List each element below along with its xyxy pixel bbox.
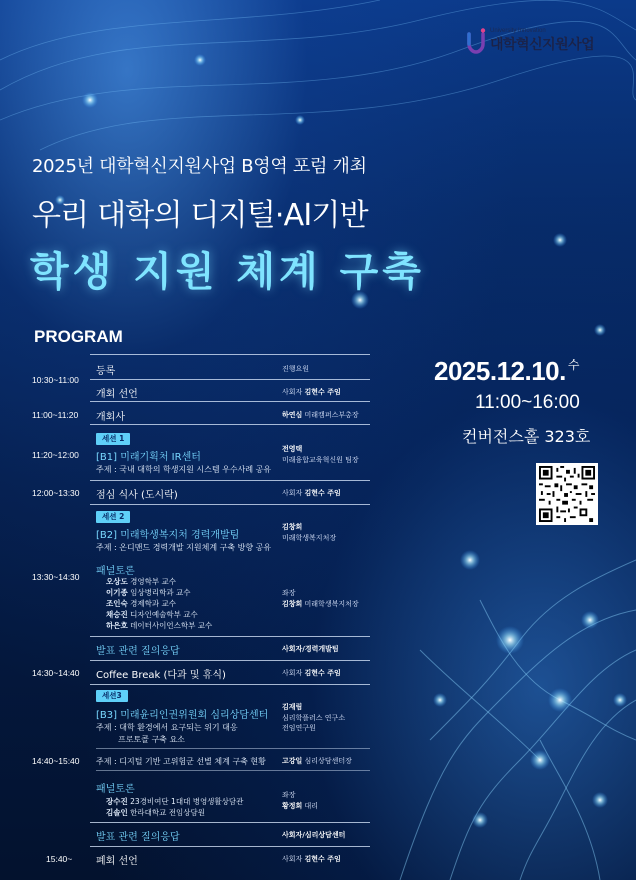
panelist xyxy=(106,587,190,598)
role-presenter-title: 미래융합교육혁신원 팀장 xyxy=(282,456,359,464)
role-name: 김창희 xyxy=(282,523,303,531)
panelist-name: 김솔인 xyxy=(106,808,128,817)
role-qa xyxy=(282,644,339,654)
row-divider xyxy=(96,770,370,771)
role-presenter xyxy=(282,522,302,532)
panel-title: 패널토론 xyxy=(96,784,135,795)
item-welcome: 개회사 xyxy=(96,412,125,423)
row-divider xyxy=(90,846,370,847)
row-divider xyxy=(90,480,370,481)
role-moderator xyxy=(282,801,318,811)
panelist-dept: 디자인예술학부 교수 xyxy=(130,610,198,619)
panelist-dept: 데이터사이언스학부 교수 xyxy=(130,621,213,630)
item-coffee-break: Coffee Break (다과 및 휴식) xyxy=(96,670,226,681)
row-divider xyxy=(96,748,370,749)
role-name: 김창희 xyxy=(282,600,303,608)
panelist-dept: 23경비여단 1대대 병영생활상담관 xyxy=(130,797,244,806)
role-presenter-2 xyxy=(282,756,352,766)
panelist xyxy=(106,807,205,818)
time-slot: 13:30~14:30 xyxy=(32,572,80,582)
role-name: 황정희 xyxy=(282,802,303,810)
row-divider xyxy=(90,822,370,823)
panelist-dept: 경영학부 교수 xyxy=(130,577,176,586)
panelist-name: 오상도 xyxy=(106,577,128,586)
role-prefix: 사회자 xyxy=(282,388,303,396)
session-3-topic-2: 주제 : 디지털 기반 고위험군 선별 체계 구축 현황 xyxy=(96,757,266,766)
session-2-title: [B2] 미래학생복지처 경력개발팀 xyxy=(96,530,240,541)
row-divider xyxy=(90,401,370,402)
time-slot: 14:40~15:40 xyxy=(32,756,80,766)
event-date xyxy=(434,356,579,387)
row-divider xyxy=(90,424,370,425)
event-time: 11:00~16:00 xyxy=(475,392,580,413)
role-name: 사회자/경력개발팀 xyxy=(282,645,339,653)
session-3-topic-1b: 프로토콜 구축 요소 xyxy=(118,735,185,744)
logo-u-icon xyxy=(466,28,486,54)
qa-title: 발표 관련 질의응답 xyxy=(96,832,180,843)
role-speaker xyxy=(282,410,359,420)
event-venue: 컨버전스홀 323호 xyxy=(462,427,591,446)
role-name: 김현수 주임 xyxy=(304,669,341,677)
time-slot: 14:30~14:40 xyxy=(32,668,80,678)
qr-code-icon[interactable] xyxy=(536,463,598,525)
session-2-topic: 주제 : 온디맨드 경력개발 지원체계 구축 방향 공유 xyxy=(96,543,272,552)
time-slot: 10:30~11:00 xyxy=(32,375,79,385)
item-registration: 등록 xyxy=(96,366,116,377)
title-line-1: 우리 대학의 디지털·AI기반 xyxy=(32,198,368,233)
session-3-title: [B3] 미래윤리인권위원회 심리상담센터 xyxy=(96,710,269,721)
session-1-topic: 주제 : 국내 대학의 학생지원 시스템 우수사례 공유 xyxy=(96,465,272,474)
session-1-badge: 세션 1 xyxy=(96,433,130,445)
row-divider xyxy=(90,504,370,505)
event-kicker: 2025년 대학혁신지원사업 B영역 포럼 개최 xyxy=(32,156,367,177)
program-heading: PROGRAM xyxy=(34,327,123,346)
role-presenter-title: 심리학플러스 연구소 xyxy=(282,714,346,722)
role-mc xyxy=(282,668,341,678)
event-day-of-week: 수 xyxy=(567,358,579,372)
row-divider xyxy=(90,684,370,685)
role-presenter xyxy=(282,702,302,712)
time-slot: 11:00~11:20 xyxy=(32,410,79,420)
qa-title: 발표 관련 질의응답 xyxy=(96,646,180,657)
role-name: 김현수 주임 xyxy=(304,855,341,863)
logo xyxy=(466,28,594,54)
panelist xyxy=(106,796,243,807)
title-line-2: 학생 지원 체계 구축 xyxy=(30,249,425,295)
role-prefix: 사회자 xyxy=(282,489,303,497)
role-title: 미래학생복지처장 xyxy=(304,600,359,608)
role-mc xyxy=(282,387,341,397)
panelist xyxy=(106,576,176,587)
role-moderator xyxy=(282,599,359,609)
role-presenter-title-2: 전임연구원 xyxy=(282,724,316,732)
role-title: 심리상담센터장 xyxy=(304,757,352,765)
role-title: 미래캠퍼스부총장 xyxy=(304,411,359,419)
logo-subtitle: University Innovation xyxy=(490,28,546,34)
row-divider xyxy=(90,636,370,637)
panelist-dept: 경제학과 교수 xyxy=(130,599,176,608)
panelist-name: 채승진 xyxy=(106,610,128,619)
role-mc xyxy=(282,488,341,498)
row-divider xyxy=(90,660,370,661)
role-prefix: 사회자 xyxy=(282,669,303,677)
item-lunch: 점심 식사 (도시락) xyxy=(96,490,178,501)
session-3-badge: 세션3 xyxy=(96,690,128,702)
session-1-title: [B1] 미래기획처 IR센터 xyxy=(96,452,201,463)
role-moderator-label: 좌장 xyxy=(282,791,296,799)
role-name: 전영택 xyxy=(282,445,303,453)
role-name: 하연심 xyxy=(282,411,303,419)
panelist-dept: 한라대학교 전임상담원 xyxy=(130,808,205,817)
role-prefix: 사회자 xyxy=(282,855,303,863)
session-3-topic-1: 주제 : 대학 환경에서 요구되는 위기 대응 xyxy=(96,723,238,732)
panelist xyxy=(106,598,176,609)
role-name: 김현수 주임 xyxy=(304,388,341,396)
panelist-dept: 임상병리학과 교수 xyxy=(130,588,191,597)
time-slot: 15:40~ xyxy=(46,854,73,864)
item-opening: 개회 선언 xyxy=(96,389,138,400)
time-slot: 12:00~13:30 xyxy=(32,488,80,498)
panelist xyxy=(106,620,212,631)
row-divider xyxy=(90,379,370,380)
role-name: 김현수 주임 xyxy=(304,489,341,497)
role-title: 대리 xyxy=(304,802,319,810)
event-date-text: 2025.12.10. xyxy=(434,356,566,386)
time-slot: 11:20~12:00 xyxy=(32,450,79,460)
panelist-name: 장수진 xyxy=(106,797,128,806)
role-name: 김재림 xyxy=(282,703,303,711)
session-2-badge: 세션 2 xyxy=(96,511,130,523)
row-divider xyxy=(90,354,370,355)
panelist-name: 하은호 xyxy=(106,621,128,630)
role-name: 고강일 xyxy=(282,757,303,765)
panelist xyxy=(106,609,198,620)
role-mc xyxy=(282,854,341,864)
role-qa xyxy=(282,830,345,840)
item-closing: 폐회 선언 xyxy=(96,856,138,867)
role-name: 사회자/심리상담센터 xyxy=(282,831,346,839)
role-moderator-label: 좌장 xyxy=(282,589,296,597)
panelist-name: 조인숙 xyxy=(106,599,128,608)
role-presenter-title: 미래학생복지처장 xyxy=(282,534,337,542)
role-staff: 진행요원 xyxy=(282,365,310,373)
panel-title: 패널토론 xyxy=(96,566,135,577)
role-presenter xyxy=(282,444,302,454)
logo-title: 대학혁신지원사업 xyxy=(490,37,595,53)
panelist-name: 이기종 xyxy=(106,588,128,597)
